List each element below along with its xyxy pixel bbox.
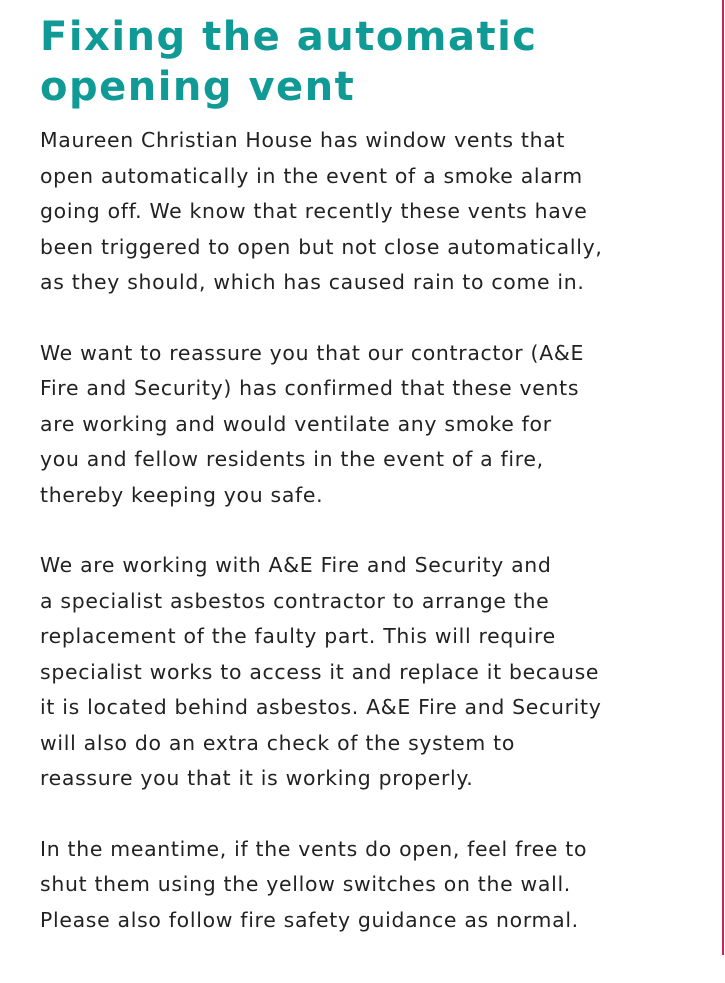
paragraph-vent-issue: Maureen Christian House has window vents that open automatically in the event of a smoke alarm going off. We know that recently these vents have been triggered to open but not close automatically, as they should, which has caused rain to come in. [40,128,603,294]
paragraph-meantime-guidance: In the meantime, if the vents do open, feel free to shut them using the yellow switches on the wall. Please also follow fire safety guidance as normal. [40,836,588,932]
paragraph-contractor-reassurance: We want to reassure you that our contractor (A&E Fire and Security) has confirmed that these vents are working and would ventilate any smoke for you and fellow residents in the event of a fire, thereby keeping you safe. [40,340,585,507]
paragraph-replacement-plan: We are working with A&E Fire and Security and a specialist asbestos contractor to arrange the replacement of the faulty part. This will require specialist works to access it and replace it because it is located behind asbestos. A&E Fire and Security will also do an extra check of the system to reassure you that it is working properly. [40,553,602,790]
article-title: Fixing the automatic opening vent [40,14,538,110]
page-edge-rule [722,0,724,955]
article-content [40,12,690,938]
